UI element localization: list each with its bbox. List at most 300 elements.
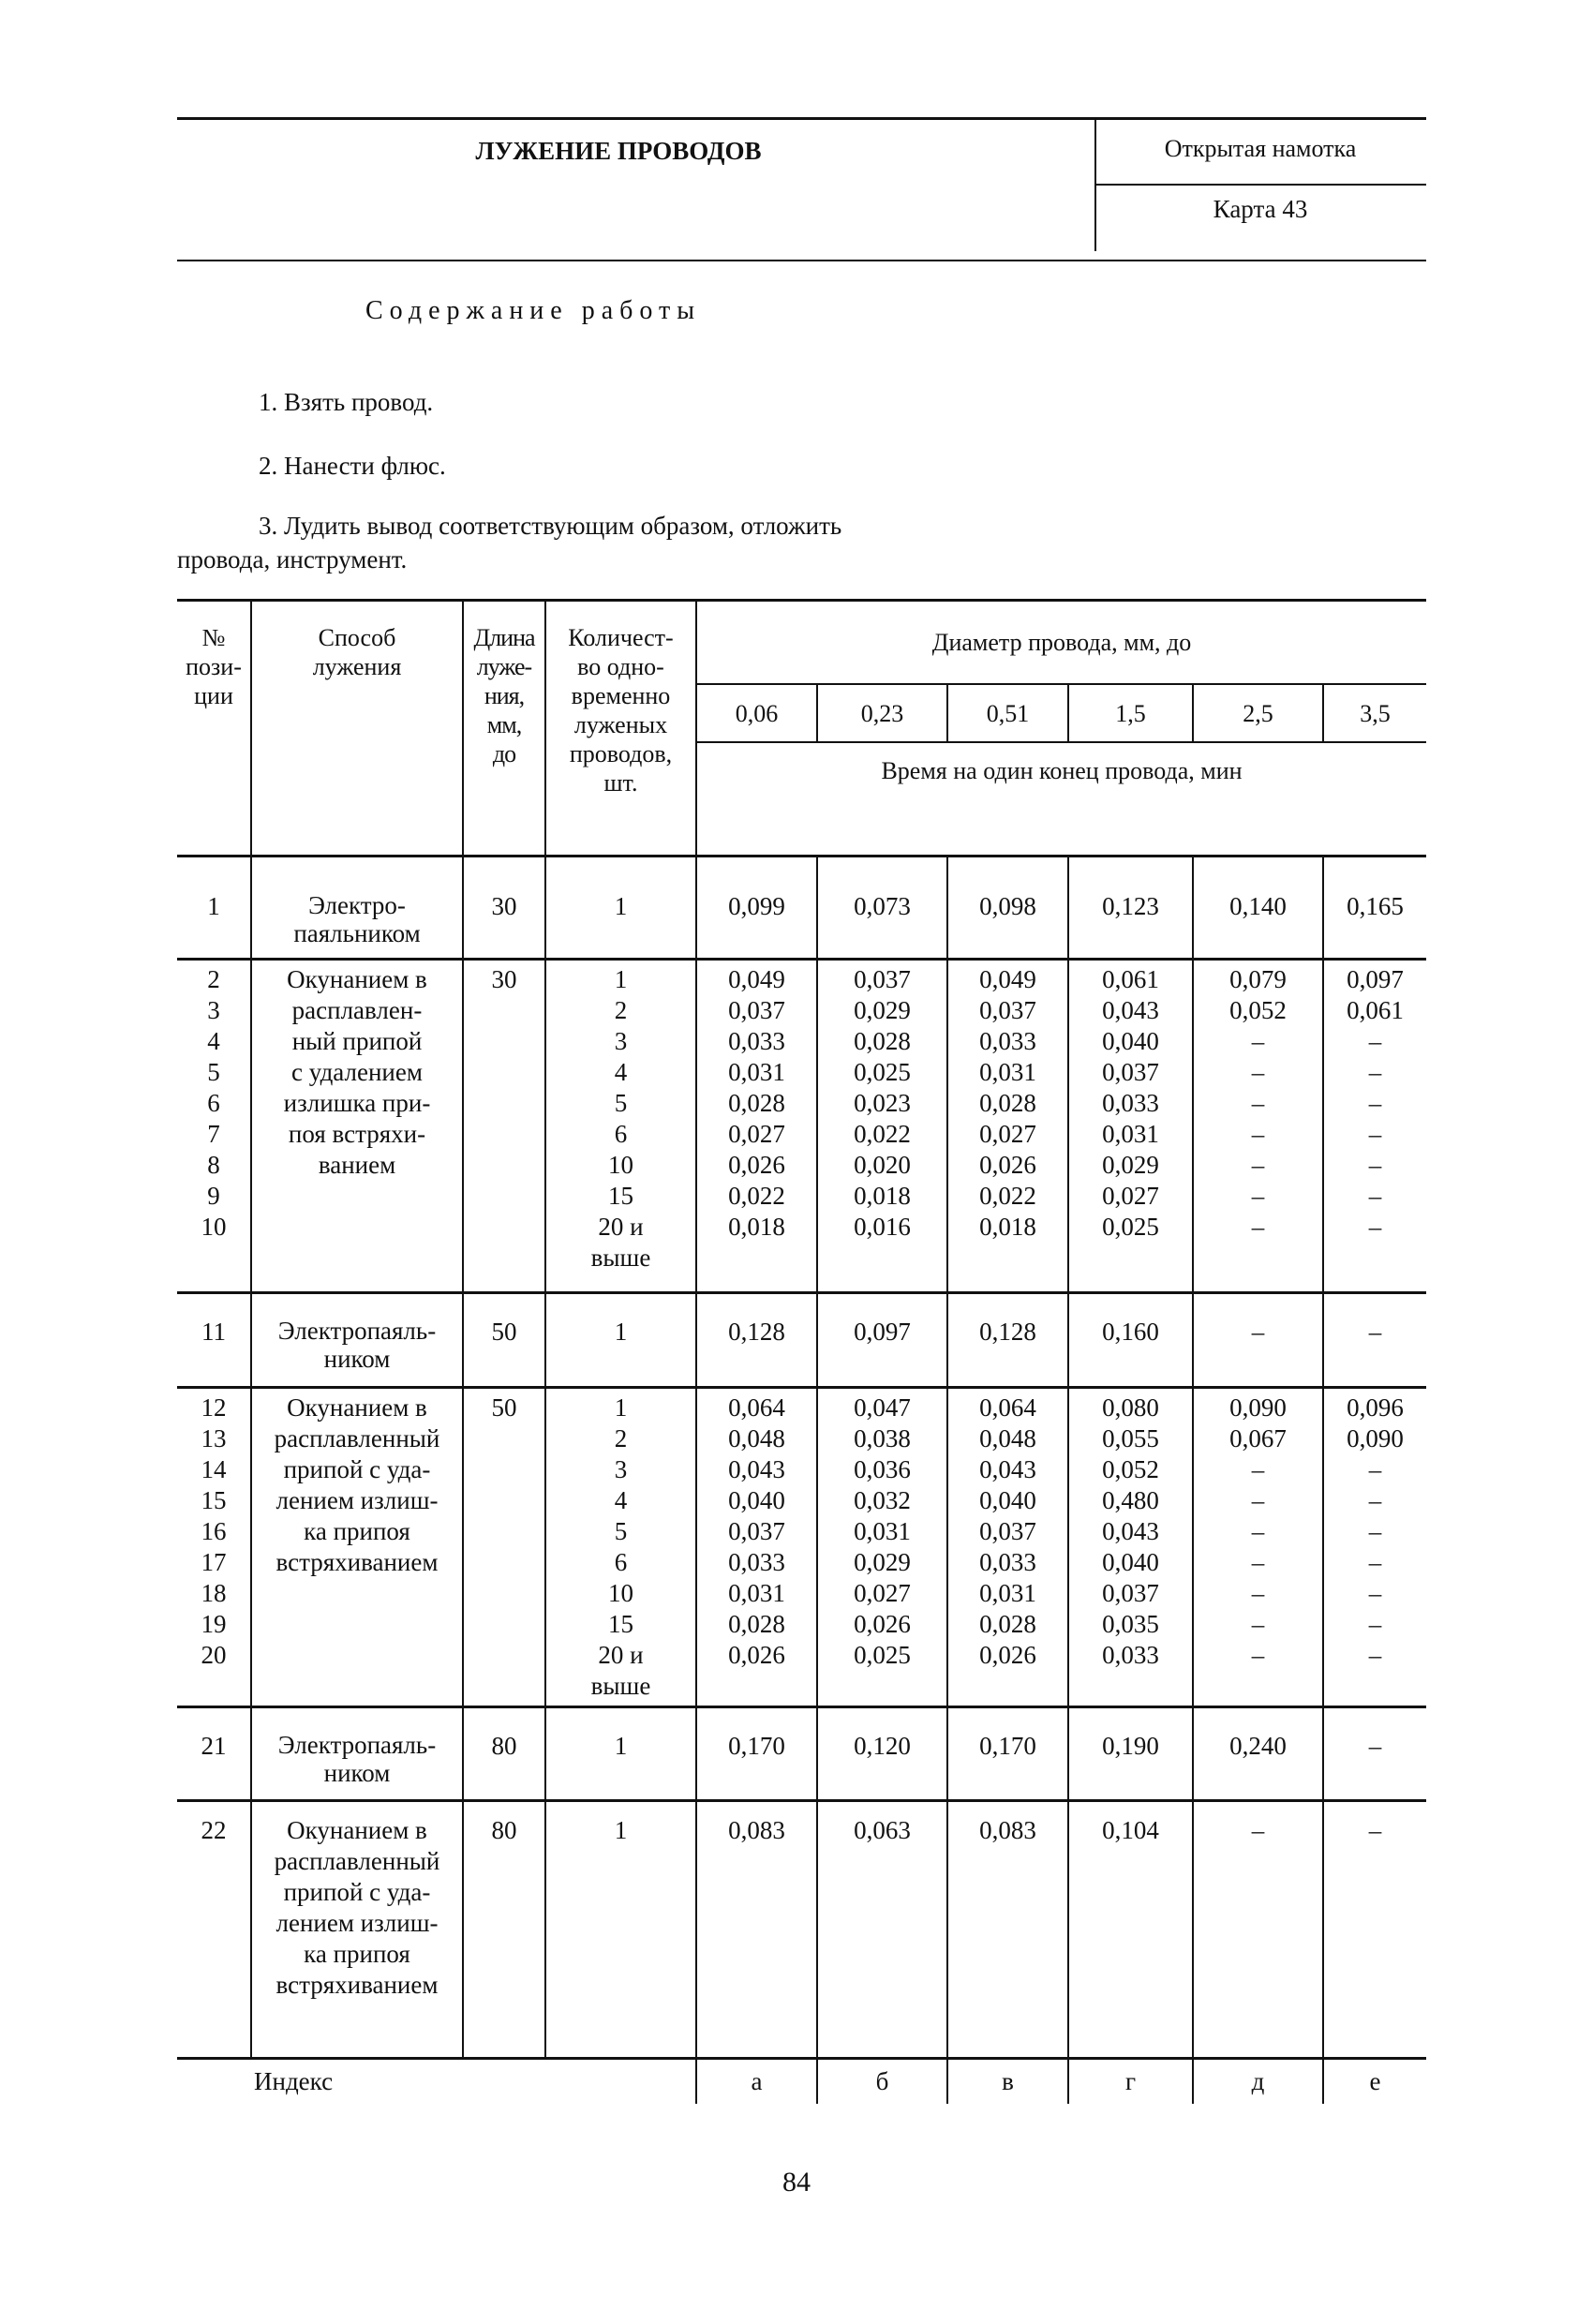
- time-value: –: [1251, 1610, 1265, 1638]
- time-value: 0,038: [854, 1424, 911, 1452]
- page-title: ЛУЖЕНИЕ ПРОВОДОВ: [475, 137, 762, 165]
- time-value: 0,061: [1347, 996, 1404, 1024]
- method-cell: [251, 960, 463, 1293]
- position-cell-line: 11: [201, 1318, 226, 1346]
- step-1: 1. Взять провод.: [259, 388, 434, 416]
- time-cell: [696, 1707, 817, 1801]
- length-value: 80: [491, 1816, 517, 1844]
- index-value: а: [696, 2059, 817, 2104]
- time-cell: [696, 1388, 817, 1707]
- time-value: 0,098: [979, 892, 1036, 920]
- time-value: 0,079: [1229, 965, 1287, 993]
- time-value: –: [1251, 1548, 1265, 1576]
- time-cell: [1068, 1707, 1193, 1801]
- time-value: 0,064: [728, 1393, 785, 1422]
- length-value: 50: [491, 1393, 517, 1422]
- time-value: 0,083: [728, 1816, 785, 1844]
- table-row-group: [177, 1707, 1426, 1801]
- time-value: –: [1368, 1455, 1382, 1483]
- time-cell: [1323, 1388, 1426, 1707]
- count-cell-line: 1: [614, 1816, 628, 1844]
- time-value: 0,170: [979, 1732, 1036, 1760]
- count-cell-line: выше: [590, 1672, 651, 1700]
- length-cell: [463, 1293, 545, 1388]
- count-cell-line: 1: [614, 965, 628, 993]
- diameter-value: 1,5: [1068, 684, 1193, 742]
- time-value: –: [1368, 1486, 1382, 1514]
- method-cell-line: паяльником: [293, 919, 421, 947]
- count-cell-line: 20 и: [598, 1641, 644, 1669]
- count-cell: [545, 960, 696, 1293]
- time-cell: [1323, 1707, 1426, 1801]
- method-cell-line: Окунанием в: [287, 965, 427, 993]
- length-header: [463, 601, 545, 857]
- time-value: 0,033: [728, 1027, 785, 1055]
- time-value: 0,037: [728, 1517, 785, 1545]
- time-header: Время на один конец провода, мин: [696, 742, 1426, 857]
- position-cell-line: 3: [207, 996, 220, 1024]
- method-cell-line: лением излиш-: [275, 1486, 439, 1514]
- count-cell-line: 1: [614, 1318, 628, 1346]
- time-value: 0,020: [854, 1151, 911, 1179]
- index-value: е: [1323, 2059, 1426, 2104]
- time-value: 0,032: [854, 1486, 911, 1514]
- time-value: 0,165: [1347, 892, 1404, 920]
- time-cell: [817, 1293, 947, 1388]
- time-value: 0,031: [979, 1058, 1036, 1086]
- time-value: 0,031: [979, 1579, 1036, 1607]
- time-value: 0,055: [1102, 1424, 1159, 1452]
- position-cell: [177, 1293, 251, 1388]
- method-header-line: Способ: [318, 624, 396, 651]
- time-value: 0,061: [1102, 965, 1159, 993]
- winding-type: Открытая намотка: [1164, 135, 1357, 162]
- time-value: 0,029: [1102, 1151, 1159, 1179]
- time-value: 0,027: [1102, 1182, 1159, 1210]
- position-cell-line: 22: [201, 1816, 227, 1844]
- time-value: 0,048: [728, 1424, 785, 1452]
- count-header-line: шт.: [603, 769, 638, 797]
- method-cell-line: ником: [323, 1759, 391, 1787]
- count-cell-line: 15: [608, 1182, 633, 1210]
- time-value: –: [1368, 1610, 1382, 1638]
- diameter-value: 3,5: [1323, 684, 1426, 742]
- time-cell: [1193, 960, 1323, 1293]
- position-cell: [177, 857, 251, 960]
- length-header-line: Длина: [473, 624, 535, 651]
- time-value: 0,025: [854, 1641, 911, 1669]
- count-cell-line: 2: [614, 1424, 628, 1452]
- time-value: –: [1368, 1548, 1382, 1576]
- time-value: –: [1251, 1182, 1265, 1210]
- time-value: 0,031: [1102, 1120, 1159, 1148]
- time-value: –: [1368, 1027, 1382, 1055]
- count-header-line: проводов,: [569, 740, 673, 767]
- length-value: 30: [491, 965, 517, 993]
- time-cell: [1323, 1293, 1426, 1388]
- time-value: 0,022: [728, 1182, 785, 1210]
- time-cell: [817, 1801, 947, 2059]
- time-value: 0,052: [1102, 1455, 1159, 1483]
- header-bottom-rule: [177, 260, 1426, 261]
- count-cell-line: 4: [614, 1486, 628, 1514]
- time-value: 0,123: [1102, 892, 1159, 920]
- count-cell-line: 6: [614, 1120, 628, 1148]
- time-value: –: [1251, 1641, 1265, 1669]
- count-cell-line: 1: [614, 1732, 628, 1760]
- position-cell-line: 18: [201, 1579, 227, 1607]
- position-cell-line: 7: [207, 1120, 220, 1148]
- length-cell: [463, 857, 545, 960]
- time-value: –: [1251, 1816, 1265, 1844]
- length-header-line: ния,: [484, 682, 525, 709]
- time-value: –: [1251, 1318, 1265, 1346]
- time-value: 0,018: [854, 1182, 911, 1210]
- method-cell-line: ка припоя: [304, 1517, 410, 1545]
- time-value: 0,047: [854, 1393, 911, 1422]
- time-value: 0,480: [1102, 1486, 1159, 1514]
- time-value: 0,026: [854, 1610, 911, 1638]
- time-cell: [1193, 857, 1323, 960]
- count-cell-line: 15: [608, 1610, 633, 1638]
- method-cell-line: ванием: [318, 1151, 396, 1179]
- count-header-line: Количест-: [568, 624, 674, 651]
- time-value: 0,026: [728, 1151, 785, 1179]
- count-cell: [545, 1801, 696, 2059]
- time-value: 0,160: [1102, 1318, 1159, 1346]
- method-header: [251, 601, 463, 857]
- time-value: 0,028: [728, 1610, 785, 1638]
- table-row-group: [177, 1801, 1426, 2059]
- time-value: 0,027: [979, 1120, 1036, 1148]
- count-cell-line: 10: [608, 1579, 633, 1607]
- count-header-line: во одно-: [577, 653, 664, 680]
- length-header-line: луже-: [476, 653, 532, 680]
- time-value: –: [1251, 1213, 1265, 1241]
- time-value: –: [1368, 1151, 1382, 1179]
- time-cell: [817, 1707, 947, 1801]
- method-cell-line: расплавленный: [274, 1847, 440, 1875]
- method-cell-line: Окунанием в: [287, 1816, 427, 1844]
- method-cell: [251, 1388, 463, 1707]
- count-cell-line: 1: [614, 1393, 628, 1422]
- length-header-line: до: [492, 740, 516, 767]
- length-cell: [463, 1801, 545, 2059]
- position-cell-line: 10: [201, 1213, 227, 1241]
- position-cell-line: 9: [207, 1182, 220, 1210]
- position-cell: [177, 1801, 251, 2059]
- index-value: д: [1193, 2059, 1323, 2104]
- count-cell: [545, 1293, 696, 1388]
- method-cell-line: с удалением: [291, 1058, 423, 1086]
- time-value: 0,040: [979, 1486, 1036, 1514]
- time-cell: [1193, 1388, 1323, 1707]
- time-value: 0,073: [854, 892, 911, 920]
- time-value: 0,043: [1102, 1517, 1159, 1545]
- count-cell-line: 3: [614, 1027, 628, 1055]
- length-value: 80: [491, 1732, 517, 1760]
- time-cell: [1193, 1293, 1323, 1388]
- position-header-line: ции: [194, 682, 233, 709]
- time-value: 0,022: [854, 1120, 911, 1148]
- count-header-line: луженых: [573, 711, 668, 738]
- time-value: 0,028: [979, 1610, 1036, 1638]
- position-cell-line: 8: [207, 1151, 220, 1179]
- top-rule: [177, 117, 1426, 120]
- position-cell-line: 20: [201, 1641, 227, 1669]
- index-label: [177, 2059, 696, 2104]
- step-2: 2. Нанести флюс.: [259, 452, 446, 480]
- time-cell: [1068, 857, 1193, 960]
- time-value: 0,018: [979, 1213, 1036, 1241]
- time-value: 0,128: [728, 1318, 785, 1346]
- time-value: 0,190: [1102, 1732, 1159, 1760]
- time-value: –: [1251, 1027, 1265, 1055]
- time-value: 0,033: [979, 1548, 1036, 1576]
- time-value: 0,037: [979, 996, 1036, 1024]
- position-cell: [177, 1707, 251, 1801]
- length-cell: [463, 960, 545, 1293]
- count-cell-line: 5: [614, 1089, 628, 1117]
- index-label-text: Индекс: [254, 2066, 334, 2095]
- table-row-group: [177, 1293, 1426, 1388]
- time-cell: [696, 960, 817, 1293]
- time-value: 0,040: [1102, 1548, 1159, 1576]
- position-cell-line: 4: [207, 1027, 220, 1055]
- method-cell-line: поя встряхи-: [288, 1120, 426, 1148]
- norms-table: [177, 601, 1426, 2104]
- time-value: 0,037: [1102, 1058, 1159, 1086]
- time-value: 0,043: [979, 1455, 1036, 1483]
- page-number: 84: [782, 2167, 811, 2197]
- time-value: 0,097: [854, 1318, 911, 1346]
- time-value: 0,033: [1102, 1641, 1159, 1669]
- length-cell: [463, 1707, 545, 1801]
- count-cell-line: 20 и: [598, 1213, 644, 1241]
- time-value: 0,040: [728, 1486, 785, 1514]
- work-content-heading: Содержание работы: [365, 296, 702, 325]
- time-value: –: [1251, 1455, 1265, 1483]
- time-value: 0,035: [1102, 1610, 1159, 1638]
- time-value: –: [1251, 1579, 1265, 1607]
- time-value: 0,064: [979, 1393, 1036, 1422]
- diameter-value: 2,5: [1193, 684, 1323, 742]
- diameter-value: 0,23: [817, 684, 947, 742]
- count-cell: [545, 1388, 696, 1707]
- time-value: –: [1368, 1182, 1382, 1210]
- method-cell-line: расплавлен-: [291, 996, 423, 1024]
- method-cell: [251, 1293, 463, 1388]
- time-cell: [947, 1801, 1068, 2059]
- count-cell-line: 2: [614, 996, 628, 1024]
- time-cell: [947, 960, 1068, 1293]
- time-value: 0,027: [854, 1579, 911, 1607]
- position-cell: [177, 1388, 251, 1707]
- time-value: 0,048: [979, 1424, 1036, 1452]
- time-value: 0,031: [728, 1058, 785, 1086]
- method-cell: [251, 1707, 463, 1801]
- count-cell-line: 1: [614, 892, 628, 920]
- position-cell-line: 6: [207, 1089, 220, 1117]
- time-value: 0,104: [1102, 1816, 1159, 1844]
- table-row-group: [177, 857, 1426, 960]
- position-header-line: №: [201, 624, 226, 651]
- method-cell-line: ка припоя: [304, 1940, 410, 1968]
- header-mid-rule: [1094, 184, 1426, 186]
- time-value: 0,037: [728, 996, 785, 1024]
- time-cell: [817, 857, 947, 960]
- position-cell-line: 5: [207, 1058, 220, 1086]
- length-value: 30: [491, 892, 517, 920]
- count-cell-line: 10: [608, 1151, 633, 1179]
- diameter-header: Диаметр провода, мм, до: [696, 601, 1426, 684]
- time-cell: [696, 857, 817, 960]
- method-cell-line: лением излиш-: [275, 1909, 439, 1937]
- time-value: 0,025: [854, 1058, 911, 1086]
- time-value: 0,026: [979, 1151, 1036, 1179]
- time-value: 0,033: [1102, 1089, 1159, 1117]
- position-header-line: пози-: [186, 653, 242, 680]
- method-cell-line: Электро-: [308, 891, 406, 919]
- time-value: –: [1251, 1517, 1265, 1545]
- time-cell: [1323, 1801, 1426, 2059]
- time-value: –: [1251, 1151, 1265, 1179]
- time-value: 0,037: [1102, 1579, 1159, 1607]
- time-cell: [817, 960, 947, 1293]
- position-cell-line: 19: [201, 1610, 227, 1638]
- time-value: –: [1368, 1517, 1382, 1545]
- time-value: 0,099: [728, 892, 785, 920]
- time-value: 0,029: [854, 996, 911, 1024]
- method-cell-line: встряхиванием: [275, 1548, 439, 1576]
- time-value: 0,043: [728, 1455, 785, 1483]
- time-value: 0,043: [1102, 996, 1159, 1024]
- time-value: –: [1368, 1058, 1382, 1086]
- time-value: 0,026: [728, 1641, 785, 1669]
- time-value: 0,029: [854, 1548, 911, 1576]
- count-cell-line: 4: [614, 1058, 628, 1086]
- time-value: 0,028: [854, 1027, 911, 1055]
- time-cell: [1193, 1707, 1323, 1801]
- time-cell: [1068, 1801, 1193, 2059]
- time-value: 0,063: [854, 1816, 911, 1844]
- time-value: –: [1368, 1579, 1382, 1607]
- time-value: 0,018: [728, 1213, 785, 1241]
- time-cell: [1068, 1388, 1193, 1707]
- time-value: –: [1368, 1732, 1382, 1760]
- time-value: 0,049: [979, 965, 1036, 993]
- time-value: 0,016: [854, 1213, 911, 1241]
- time-value: –: [1368, 1318, 1382, 1346]
- time-cell: [1323, 857, 1426, 960]
- position-cell-line: 16: [201, 1517, 227, 1545]
- time-value: 0,120: [854, 1732, 911, 1760]
- time-value: 0,022: [979, 1182, 1036, 1210]
- method-cell-line: припой с уда-: [283, 1878, 431, 1906]
- position-cell: [177, 960, 251, 1293]
- time-value: 0,028: [979, 1089, 1036, 1117]
- index-value: б: [817, 2059, 947, 2104]
- position-cell-line: 13: [201, 1424, 227, 1452]
- position-cell-line: 2: [207, 965, 220, 993]
- time-value: 0,083: [979, 1816, 1036, 1844]
- time-value: 0,036: [854, 1455, 911, 1483]
- time-value: 0,096: [1347, 1393, 1404, 1422]
- time-value: 0,025: [1102, 1213, 1159, 1241]
- time-value: –: [1368, 1816, 1382, 1844]
- header-row: [177, 601, 1426, 684]
- time-value: 0,031: [728, 1579, 785, 1607]
- method-header-line: лужения: [312, 653, 402, 680]
- time-value: 0,090: [1229, 1393, 1287, 1422]
- table-row-group: [177, 960, 1426, 1293]
- time-value: –: [1251, 1120, 1265, 1148]
- time-cell: [696, 1801, 817, 2059]
- step-3: 3. Лудить вывод соответствующим образом, отложить: [259, 512, 842, 540]
- time-value: 0,052: [1229, 996, 1287, 1024]
- method-cell-line: Окунанием в: [287, 1393, 427, 1422]
- method-cell: [251, 1801, 463, 2059]
- time-value: –: [1368, 1089, 1382, 1117]
- time-value: 0,080: [1102, 1393, 1159, 1422]
- count-cell-line: 3: [614, 1455, 628, 1483]
- count-cell-line: выше: [590, 1244, 651, 1272]
- index-value: в: [947, 2059, 1068, 2104]
- time-value: 0,049: [728, 965, 785, 993]
- time-value: –: [1251, 1089, 1265, 1117]
- time-cell: [1068, 960, 1193, 1293]
- time-value: 0,040: [1102, 1027, 1159, 1055]
- count-cell-line: 6: [614, 1548, 628, 1576]
- length-value: 50: [491, 1318, 517, 1346]
- index-row: [177, 2059, 1426, 2104]
- time-value: 0,026: [979, 1641, 1036, 1669]
- time-value: 0,067: [1229, 1424, 1287, 1452]
- time-cell: [947, 1388, 1068, 1707]
- time-value: 0,028: [728, 1089, 785, 1117]
- diameter-value: 0,06: [696, 684, 817, 742]
- time-value: 0,027: [728, 1120, 785, 1148]
- time-value: 0,240: [1229, 1732, 1287, 1760]
- time-value: 0,033: [979, 1027, 1036, 1055]
- time-value: –: [1251, 1486, 1265, 1514]
- time-cell: [947, 1707, 1068, 1801]
- method-cell-line: ником: [323, 1345, 391, 1373]
- position-cell-line: 12: [201, 1393, 227, 1422]
- position-cell-line: 1: [207, 892, 220, 920]
- method-cell-line: Электропаяль-: [277, 1731, 437, 1759]
- count-header-line: временно: [571, 682, 671, 709]
- time-value: 0,090: [1347, 1424, 1404, 1452]
- time-value: –: [1368, 1641, 1382, 1669]
- count-cell: [545, 1707, 696, 1801]
- method-cell-line: ный припой: [291, 1027, 423, 1055]
- position-header: [177, 601, 251, 857]
- time-value: –: [1368, 1213, 1382, 1241]
- time-value: 0,170: [728, 1732, 785, 1760]
- diameter-value: 0,51: [947, 684, 1068, 742]
- time-cell: [696, 1293, 817, 1388]
- position-cell-line: 14: [201, 1455, 227, 1483]
- time-value: 0,037: [979, 1517, 1036, 1545]
- method-cell: [251, 857, 463, 960]
- time-cell: [1193, 1801, 1323, 2059]
- time-value: 0,140: [1229, 892, 1287, 920]
- time-value: 0,128: [979, 1318, 1036, 1346]
- card-number: Карта 43: [1213, 195, 1308, 223]
- length-cell: [463, 1388, 545, 1707]
- time-cell: [1323, 960, 1426, 1293]
